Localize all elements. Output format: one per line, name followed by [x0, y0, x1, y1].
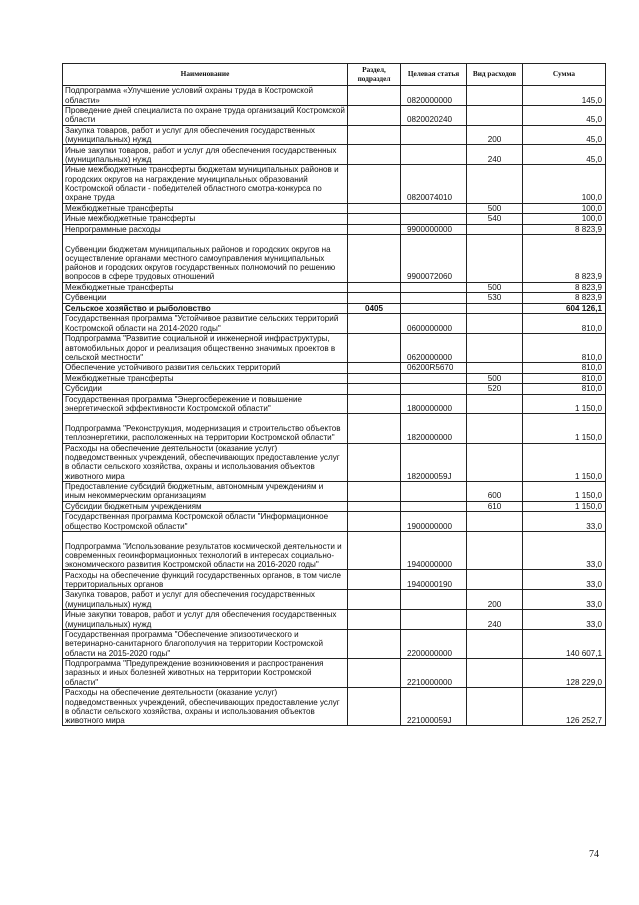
cell-name: Субвенции — [63, 293, 348, 304]
cell-name: Межбюджетные трансферты — [63, 203, 348, 214]
cell-target-code: 9900000000 — [401, 224, 467, 235]
cell-expense-type — [467, 512, 523, 532]
cell-sum: 100,0 — [523, 203, 606, 214]
cell-expense-type: 500 — [467, 203, 523, 214]
cell-expense-type — [467, 570, 523, 590]
table-row — [63, 629, 606, 658]
table-row — [63, 165, 606, 203]
cell-name: Межбюджетные трансферты — [63, 282, 348, 293]
table-row — [63, 394, 606, 414]
table-row — [63, 145, 606, 165]
table-row — [63, 293, 606, 304]
header-target: Целевая статья — [401, 64, 467, 86]
cell-target-code: 2200000000 — [401, 629, 467, 658]
cell-section — [348, 384, 401, 395]
cell-name: Подпрограмма "Развитие социальной и инженерной инфраструктуры, автомобильных дорог и реализация общественно значимых проектов в сельской местности" — [63, 334, 348, 363]
table-body — [63, 86, 606, 726]
cell-target-code: 1900000000 — [401, 512, 467, 532]
cell-sum: 33,0 — [523, 610, 606, 630]
cell-section — [348, 658, 401, 687]
cell-sum: 33,0 — [523, 570, 606, 590]
cell-section — [348, 443, 401, 481]
cell-section — [348, 165, 401, 203]
cell-name: Подпрограмма "Использование результатов космической деятельности и современных геоинформационных технологий в интересах социально-экономического развития Костромской области на 2016-2020 годы" — [63, 532, 348, 570]
cell-name: Государственная программа Костромской области "Информационное общество Костромской области" — [63, 512, 348, 532]
cell-target-code: 1940000000 — [401, 532, 467, 570]
cell-expense-type — [467, 235, 523, 283]
cell-name: Иные межбюджетные трансферты бюджетам муниципальных районов и городских округов на награждение муниципальных образований Костромской области - победителей областного смотра-конкурса по охране труда — [63, 165, 348, 203]
cell-section — [348, 373, 401, 384]
cell-expense-type — [467, 394, 523, 414]
cell-expense-type: 240 — [467, 610, 523, 630]
cell-target-code: 9900072060 — [401, 235, 467, 283]
cell-name: Государственная программа "Обеспечение эпизоотического и ветеринарно-санитарного благополучия на территории Костромской области на 2015-2020 годы" — [63, 629, 348, 658]
cell-section — [348, 363, 401, 374]
table-row — [63, 384, 606, 395]
cell-section — [348, 105, 401, 125]
cell-target-code: 1940000190 — [401, 570, 467, 590]
cell-target-code — [401, 293, 467, 304]
cell-target-code — [401, 384, 467, 395]
cell-sum: 140 607,1 — [523, 629, 606, 658]
table-row — [63, 235, 606, 283]
page-number: 74 — [589, 849, 599, 860]
cell-section — [348, 334, 401, 363]
cell-name: Расходы на обеспечение деятельности (оказание услуг) подведомственных учреждений, обеспечивающих предоставление услуг в области сельского хозяйства, охраны и использования объектов животного мира — [63, 443, 348, 481]
table-row — [63, 373, 606, 384]
cell-name: Расходы на обеспечение функций государственных органов, в том числе территориальных органов — [63, 570, 348, 590]
cell-name: Субсидии — [63, 384, 348, 395]
cell-expense-type: 500 — [467, 282, 523, 293]
cell-expense-type — [467, 314, 523, 334]
cell-section — [348, 224, 401, 235]
cell-expense-type — [467, 165, 523, 203]
cell-name: Иные межбюджетные трансферты — [63, 214, 348, 225]
cell-target-code — [401, 303, 467, 314]
cell-sum: 1 150,0 — [523, 501, 606, 512]
cell-expense-type: 540 — [467, 214, 523, 225]
cell-sum: 8 823,9 — [523, 293, 606, 304]
cell-name: Непрограммные расходы — [63, 224, 348, 235]
table-row — [63, 512, 606, 532]
cell-target-code — [401, 373, 467, 384]
cell-name: Межбюджетные трансферты — [63, 373, 348, 384]
cell-target-code: 06200R5670 — [401, 363, 467, 374]
cell-name: Предоставление субсидий бюджетным, автономным учреждениям и иным некоммерческим организациям — [63, 481, 348, 501]
cell-section — [348, 610, 401, 630]
cell-expense-type — [467, 688, 523, 726]
cell-sum: 33,0 — [523, 590, 606, 610]
table-row — [63, 203, 606, 214]
cell-sum: 45,0 — [523, 105, 606, 125]
cell-expense-type: 530 — [467, 293, 523, 304]
cell-target-code: 0820020240 — [401, 105, 467, 125]
cell-expense-type — [467, 443, 523, 481]
header-name: Наименование — [63, 64, 348, 86]
cell-sum: 8 823,9 — [523, 235, 606, 283]
cell-section — [348, 532, 401, 570]
table-row — [63, 363, 606, 374]
cell-section — [348, 86, 401, 106]
cell-sum: 1 150,0 — [523, 481, 606, 501]
cell-target-code: 0820074010 — [401, 165, 467, 203]
cell-name: Субвенции бюджетам муниципальных районов и городских округов на осуществление органами местного самоуправления муниципальных районов и городских округов государственных полномочий по решению вопросов в сфере трудовых отношений — [63, 235, 348, 283]
cell-name: Обеспечение устойчивого развития сельских территорий — [63, 363, 348, 374]
cell-target-code — [401, 282, 467, 293]
cell-expense-type — [467, 303, 523, 314]
cell-sum: 1 150,0 — [523, 414, 606, 443]
cell-expense-type — [467, 86, 523, 106]
cell-name: Подпрограмма "Реконструкция, модернизация и строительство объектов теплоэнергетики, расположенных на территории Костромской области" — [63, 414, 348, 443]
cell-expense-type — [467, 334, 523, 363]
cell-expense-type — [467, 414, 523, 443]
cell-expense-type — [467, 629, 523, 658]
cell-section — [348, 590, 401, 610]
cell-sum: 126 252,7 — [523, 688, 606, 726]
table-row — [63, 125, 606, 145]
cell-target-code: 0620000000 — [401, 334, 467, 363]
cell-sum: 100,0 — [523, 165, 606, 203]
table-row — [63, 334, 606, 363]
table-row — [63, 443, 606, 481]
cell-section — [348, 501, 401, 512]
cell-section — [348, 203, 401, 214]
cell-name: Закупка товаров, работ и услуг для обеспечения государственных (муниципальных) нужд — [63, 590, 348, 610]
cell-sum: 810,0 — [523, 314, 606, 334]
cell-sum: 810,0 — [523, 363, 606, 374]
cell-name: Государственная программа "Устойчивое развитие сельских территорий Костромской области на 2014-2020 годы" — [63, 314, 348, 334]
cell-sum: 33,0 — [523, 532, 606, 570]
cell-sum: 1 150,0 — [523, 443, 606, 481]
cell-section — [348, 688, 401, 726]
cell-name: Иные закупки товаров, работ и услуг для обеспечения государственных (муниципальных) нужд — [63, 610, 348, 630]
cell-target-code — [401, 590, 467, 610]
table-row — [63, 501, 606, 512]
table-row — [63, 282, 606, 293]
cell-expense-type: 200 — [467, 590, 523, 610]
cell-section — [348, 125, 401, 145]
table-row — [63, 570, 606, 590]
cell-target-code — [401, 125, 467, 145]
cell-target-code: 182000059J — [401, 443, 467, 481]
cell-name: Закупка товаров, работ и услуг для обеспечения государственных (муниципальных) нужд — [63, 125, 348, 145]
cell-target-code — [401, 145, 467, 165]
cell-expense-type: 610 — [467, 501, 523, 512]
cell-target-code — [401, 501, 467, 512]
cell-section — [348, 512, 401, 532]
cell-section — [348, 394, 401, 414]
cell-expense-type: 500 — [467, 373, 523, 384]
budget-table — [62, 63, 606, 726]
cell-expense-type: 200 — [467, 125, 523, 145]
cell-sum: 100,0 — [523, 214, 606, 225]
cell-name: Государственная программа "Энергосбережение и повышение энергетической эффективности Костромской области" — [63, 394, 348, 414]
cell-target-code — [401, 481, 467, 501]
cell-section — [348, 629, 401, 658]
cell-sum: 45,0 — [523, 125, 606, 145]
cell-target-code: 1800000000 — [401, 394, 467, 414]
cell-sum: 45,0 — [523, 145, 606, 165]
cell-sum: 1 150,0 — [523, 394, 606, 414]
table-row — [63, 532, 606, 570]
cell-section — [348, 214, 401, 225]
cell-sum: 128 229,0 — [523, 658, 606, 687]
cell-name: Иные закупки товаров, работ и услуг для обеспечения государственных (муниципальных) нужд — [63, 145, 348, 165]
cell-target-code: 0600000000 — [401, 314, 467, 334]
table-row — [63, 314, 606, 334]
cell-target-code: 0820000000 — [401, 86, 467, 106]
cell-name: Сельское хозяйство и рыболовство — [63, 303, 348, 314]
cell-section: 0405 — [348, 303, 401, 314]
cell-name: Проведение дней специалиста по охране труда организаций Костромской области — [63, 105, 348, 125]
cell-sum: 604 126,1 — [523, 303, 606, 314]
cell-name: Подпрограмма «Улучшение условий охраны труда в Костромской области» — [63, 86, 348, 106]
table-row — [63, 610, 606, 630]
cell-target-code: 1820000000 — [401, 414, 467, 443]
cell-expense-type: 600 — [467, 481, 523, 501]
cell-section — [348, 481, 401, 501]
cell-target-code — [401, 610, 467, 630]
cell-target-code — [401, 214, 467, 225]
cell-name: Расходы на обеспечение деятельности (оказание услуг) подведомственных учреждений, обеспечивающих предоставление услуг в области сельского хозяйства, охраны и использования объектов животного мира — [63, 688, 348, 726]
table-row — [63, 86, 606, 106]
header-section: Раздел, подраздел — [348, 64, 401, 86]
table-row — [63, 658, 606, 687]
table-row — [63, 105, 606, 125]
table-row — [63, 303, 606, 314]
cell-section — [348, 570, 401, 590]
cell-target-code: 221000059J — [401, 688, 467, 726]
cell-name: Подпрограмма "Предупреждение возникновения и распространения заразных и иных болезней животных на территории Костромской области" — [63, 658, 348, 687]
cell-sum: 145,0 — [523, 86, 606, 106]
cell-target-code: 2210000000 — [401, 658, 467, 687]
table-row — [63, 688, 606, 726]
cell-sum: 33,0 — [523, 512, 606, 532]
header-sum: Сумма — [523, 64, 606, 86]
cell-expense-type — [467, 224, 523, 235]
cell-name: Субсидии бюджетным учреждениям — [63, 501, 348, 512]
table-row — [63, 481, 606, 501]
cell-section — [348, 314, 401, 334]
table-row — [63, 590, 606, 610]
cell-section — [348, 282, 401, 293]
cell-sum: 810,0 — [523, 334, 606, 363]
cell-target-code — [401, 203, 467, 214]
cell-sum: 810,0 — [523, 384, 606, 395]
cell-section — [348, 145, 401, 165]
cell-sum: 810,0 — [523, 373, 606, 384]
table-row — [63, 224, 606, 235]
header-row — [63, 64, 606, 86]
cell-sum: 8 823,9 — [523, 282, 606, 293]
table-row — [63, 214, 606, 225]
cell-section — [348, 235, 401, 283]
cell-sum: 8 823,9 — [523, 224, 606, 235]
cell-expense-type — [467, 532, 523, 570]
cell-section — [348, 414, 401, 443]
cell-expense-type — [467, 363, 523, 374]
cell-expense-type: 240 — [467, 145, 523, 165]
cell-expense-type: 520 — [467, 384, 523, 395]
cell-section — [348, 293, 401, 304]
cell-expense-type — [467, 658, 523, 687]
table-row — [63, 414, 606, 443]
header-type: Вид расходов — [467, 64, 523, 86]
cell-expense-type — [467, 105, 523, 125]
